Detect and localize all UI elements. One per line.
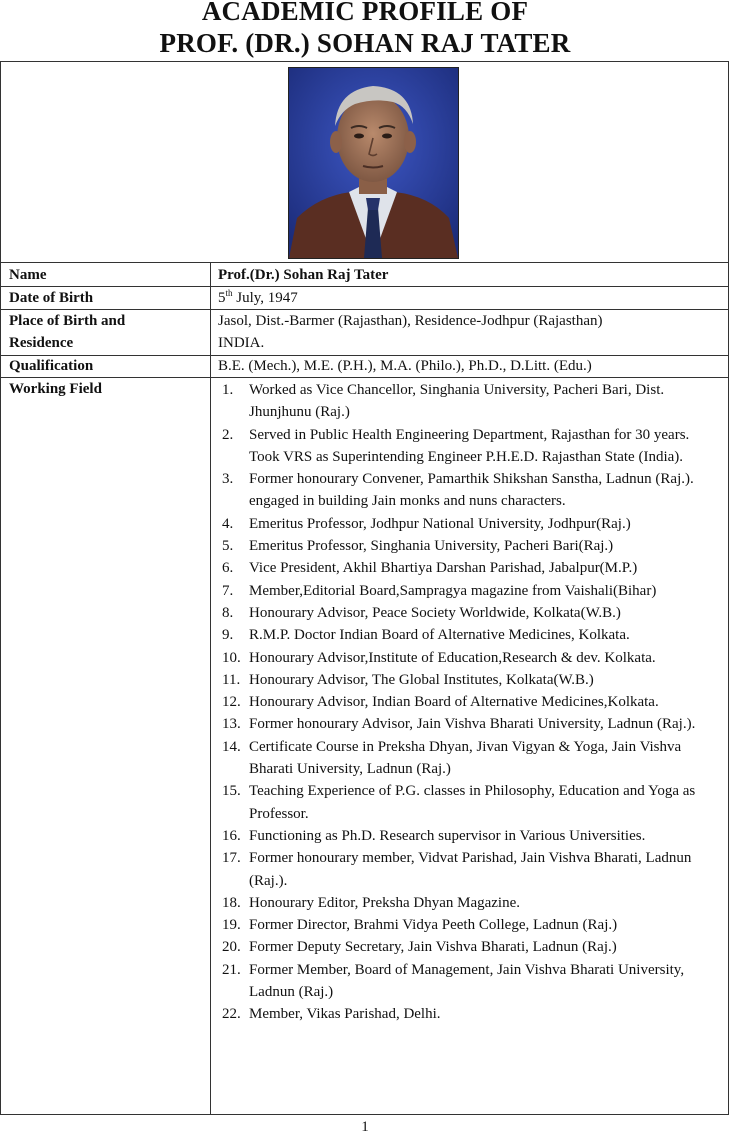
table-column-divider <box>210 262 211 1115</box>
working-field-item <box>222 624 722 646</box>
working-field-item <box>222 847 722 892</box>
page-number: 1 <box>361 1119 369 1135</box>
item-number: 1. <box>222 382 234 398</box>
working-field-item <box>222 914 722 936</box>
item-number: 19. <box>222 917 241 934</box>
working-field-label: Working Field <box>9 381 102 397</box>
item-number: 21. <box>222 961 241 978</box>
working-field-item <box>222 379 722 424</box>
item-number: 11. <box>222 671 241 688</box>
pob-value-line-2: INDIA. <box>218 335 265 351</box>
item-text: Former Director, Brahmi Vidya Peeth College, Ladnun (Raj.) <box>249 917 618 934</box>
item-text: Vice President, Akhil Bhartiya Darshan Parishad, Jabalpur(M.P.) <box>249 560 638 577</box>
pob-label-line-1: Place of Birth and <box>9 313 126 329</box>
item-text: Emeritus Professor, Singhania University, Pacheri Bari(Raj.) <box>249 538 614 555</box>
item-text: Honourary Advisor, Peace Society Worldwide, Kolkata(W.B.) <box>249 604 621 621</box>
item-number: 2. <box>222 426 234 443</box>
document-title-line-2: PROF. (DR.) SOHAN RAJ TATER <box>159 28 571 58</box>
item-text: Honourary Editor, Preksha Dhyan Magazine. <box>249 894 520 911</box>
item-number: 22. <box>222 1006 241 1023</box>
item-number: 12. <box>222 694 241 711</box>
working-field-item <box>222 892 722 914</box>
item-text: R.M.P. Doctor Indian Board of Alternative Medicines, Kolkata. <box>249 627 630 644</box>
item-text: Teaching Experience of P.G. classes in Philosophy, Education and Yoga as Professor. <box>249 783 696 822</box>
item-text: Member,Editorial Board,Sampragya magazine from Vaishali(Bihar) <box>249 582 657 599</box>
item-number: 13. <box>222 716 241 733</box>
dob-day: 5 <box>218 290 226 306</box>
working-field-item <box>222 691 722 713</box>
item-number: 18. <box>222 894 241 911</box>
qualification-value: B.E. (Mech.), M.E. (P.H.), M.A. (Philo.), Ph.D., D.Litt. (Edu.) <box>218 358 592 374</box>
item-number: 10. <box>222 649 241 666</box>
item-text: Honourary Advisor, Indian Board of Alternative Medicines,Kolkata. <box>249 694 659 711</box>
item-text: Honourary Advisor,Institute of Education,Research & dev. Kolkata. <box>249 649 656 666</box>
dob-value <box>218 287 298 309</box>
item-text: Former honourary Convener, Pamarthik Shikshan Sanstha, Ladnun (Raj.). engaged in building Jain monks and nuns characters. <box>249 471 694 510</box>
document-title-line-1: ACADEMIC PROFILE OF <box>201 0 529 26</box>
table-divider <box>0 377 729 378</box>
working-field-item <box>222 959 722 1004</box>
working-field-item <box>222 602 722 624</box>
item-number: 5. <box>222 538 234 555</box>
item-number: 9. <box>222 627 234 644</box>
working-field-item <box>222 1003 722 1025</box>
item-number: 15. <box>222 783 241 800</box>
dob-label: Date of Birth <box>9 290 94 306</box>
working-field-list <box>222 379 722 1026</box>
working-field-item <box>222 936 722 958</box>
working-field-item <box>222 825 722 847</box>
item-number: 7. <box>222 582 234 599</box>
dob-suffix: th <box>225 288 233 298</box>
table-divider <box>0 286 729 287</box>
item-text: Served in Public Health Engineering Department, Rajasthan for 30 years. Took VRS as Superintending Engineer P.H.E.D. Rajasthan State (India). <box>249 426 690 465</box>
item-number: 8. <box>222 604 234 621</box>
item-number: 4. <box>222 515 234 532</box>
item-number: 6. <box>222 560 234 577</box>
item-text: Honourary Advisor, The Global Institutes, Kolkata(W.B.) <box>249 671 594 688</box>
item-text: Former Member, Board of Management, Jain Vishva Bharati University, Ladnun (Raj.) <box>249 961 685 1001</box>
item-text: Emeritus Professor, Jodhpur National University, Jodhpur(Raj.) <box>249 515 631 532</box>
portrait-image <box>289 68 458 258</box>
name-label: Name <box>9 267 47 283</box>
item-number: 16. <box>222 827 241 844</box>
working-field-item <box>222 580 722 602</box>
item-text: Member, Vikas Parishad, Delhi. <box>249 1006 441 1023</box>
qualification-label: Qualification <box>9 358 94 374</box>
working-field-item <box>222 647 722 669</box>
item-text: Former Deputy Secretary, Jain Vishva Bharati, Ladnun (Raj.) <box>249 939 617 956</box>
pob-label-line-2: Residence <box>9 335 74 351</box>
working-field-item <box>222 736 722 781</box>
name-value: Prof.(Dr.) Sohan Raj Tater <box>218 267 389 283</box>
working-field-item <box>222 424 722 469</box>
item-text: Functioning as Ph.D. Research supervisor in Various Universities. <box>249 827 646 844</box>
working-field-item <box>222 780 722 825</box>
portrait-photo <box>288 67 459 259</box>
item-text: Former honourary member, Vidvat Parishad, Jain Vishva Bharati, Ladnun (Raj.). <box>249 850 692 889</box>
item-number: 3. <box>222 471 234 488</box>
working-field-item <box>222 535 722 557</box>
working-field-item <box>222 713 722 735</box>
item-text: Former honourary Advisor, Jain Vishva Bharati University, Ladnun (Raj.). <box>249 716 696 733</box>
working-field-item <box>222 669 722 691</box>
working-field-item <box>222 468 722 513</box>
working-field-item <box>222 557 722 579</box>
item-number: 17. <box>222 850 241 867</box>
item-text: Worked as Vice Chancellor, Singhania University, Pacheri Bari, Dist. Jhunjhunu (Raj.) <box>249 382 665 421</box>
table-divider <box>0 262 729 263</box>
item-text: Certificate Course in Preksha Dhyan, Jivan Vigyan & Yoga, Jain Vishva Bharati University, Ladnun (Raj.) <box>249 738 682 778</box>
item-number: 14. <box>222 738 241 755</box>
working-field-item <box>222 513 722 535</box>
dob-rest: July, 1947 <box>232 290 298 306</box>
pob-value-line-1: Jasol, Dist.-Barmer (Rajasthan), Residence-Jodhpur (Rajasthan) <box>218 313 603 329</box>
item-number: 20. <box>222 939 241 956</box>
